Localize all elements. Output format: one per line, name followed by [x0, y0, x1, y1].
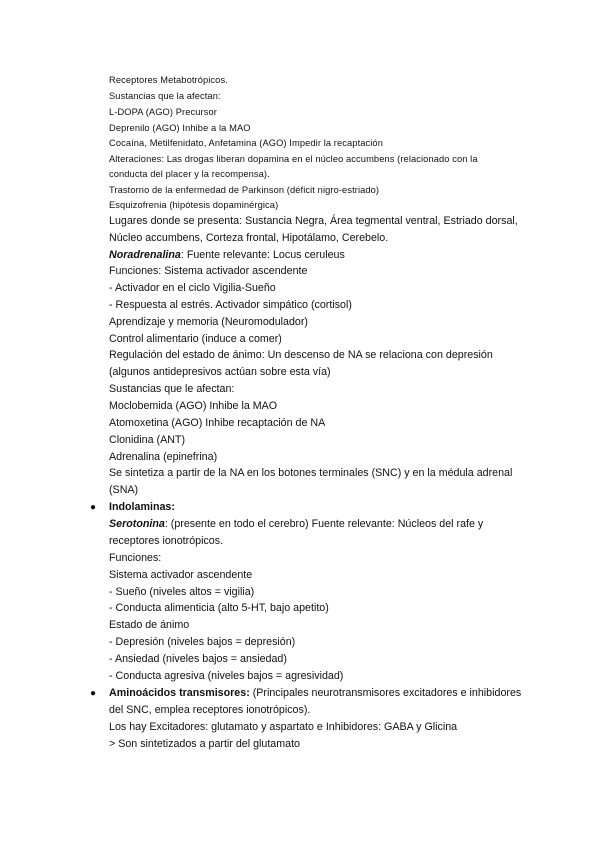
section-title: Aminoácidos transmisores:: [109, 687, 250, 699]
aminoacidos-heading: [109, 688, 521, 699]
text-line: receptores ionotrópicos.: [109, 535, 224, 547]
text-line: Sustancias que la afectan:: [109, 91, 221, 101]
text-span: : Fuente relevante: Locus ceruleus: [180, 249, 345, 261]
text-line: Deprenilo (AGO) Inhibe a la MAO: [109, 123, 251, 133]
text-line: Esquizofrenia (hipótesis dopaminérgica): [109, 200, 279, 210]
text-line: Adrenalina (epinefrina): [109, 451, 218, 463]
text-line: (SNA): [109, 484, 139, 496]
text-line: - Conducta agresiva (niveles bajos = agresividad): [109, 670, 344, 682]
indolaminas-heading: [109, 502, 175, 513]
text-line: - Sueño (niveles altos = vigilia): [109, 586, 255, 598]
bullet-icon: ●: [90, 688, 97, 699]
text-line: Alteraciones: Las drogas liberan dopamina en el núcleo accumbens (relacionado con la: [109, 154, 478, 164]
text-line: (algunos antidepresivos actúan sobre esta vía): [109, 366, 331, 378]
section-title: Indolaminas:: [109, 501, 175, 513]
text-line: Se sintetiza a partir de la NA en los botones terminales (SNC) y en la médula adrenal: [109, 467, 513, 479]
text-line: Trastorno de la enfermedad de Parkinson (déficit nigro-estriado): [109, 185, 380, 195]
serotonina-heading: [109, 519, 483, 530]
text-line: Aprendizaje y memoria (Neuromodulador): [109, 316, 308, 328]
term-serotonina: Serotonina: [109, 518, 165, 530]
text-line: - Respuesta al estrés. Activador simpático (cortisol): [109, 299, 352, 311]
bullet-icon: ●: [90, 502, 97, 513]
text-line: Núcleo accumbens, Corteza frontal, Hipotálamo, Cerebelo.: [109, 232, 389, 244]
text-line: Lugares donde se presenta: Sustancia Negra, Área tegmental ventral, Estriado dorsal,: [109, 215, 518, 227]
text-line: > Son sintetizados a partir del glutamato: [109, 738, 301, 750]
text-line: Los hay Excitadores: glutamato y aspartato e Inhibidores: GABA y Glicina: [109, 721, 458, 733]
text-line: Sustancias que le afectan:: [109, 383, 235, 395]
text-line: Funciones: Sistema activador ascendente: [109, 265, 308, 277]
text-line: Estado de ánimo: [109, 619, 190, 631]
text-line: Control alimentario (induce a comer): [109, 333, 282, 345]
text-line: conducta del placer y la recompensa).: [109, 169, 270, 179]
text-line: - Activador en el ciclo Vigilia-Sueño: [109, 282, 276, 294]
text-line: del SNC, emplea receptores ionotrópicos).: [109, 704, 311, 716]
text-line: Clonidina (ANT): [109, 434, 186, 446]
text-line: Funciones:: [109, 552, 162, 564]
text-line: - Conducta alimenticia (alto 5-HT, bajo apetito): [109, 602, 329, 614]
noradrenalina-heading: [109, 250, 345, 261]
text-line: L-DOPA (AGO) Precursor: [109, 107, 217, 117]
text-span: (Principales neurotransmisores excitadores e inhibidores: [249, 687, 522, 699]
text-line: Cocaína, Metilfenidato, Anfetamina (AGO) Impedir la recaptación: [109, 138, 383, 148]
text-line: Regulación del estado de ánimo: Un descenso de NA se relaciona con depresión: [109, 349, 493, 361]
text-line: - Depresión (niveles bajos = depresión): [109, 636, 296, 648]
text-line: Moclobemida (AGO) Inhibe la MAO: [109, 400, 278, 412]
text-line: Atomoxetina (AGO) Inhibe recaptación de NA: [109, 417, 326, 429]
text-line: Sistema activador ascendente: [109, 569, 253, 581]
text-line: Receptores Metabotrópicos.: [109, 75, 228, 85]
term-noradrenalina: Noradrenalina: [109, 249, 181, 261]
text-line: - Ansiedad (niveles bajos = ansiedad): [109, 653, 287, 665]
text-span: : (presente en todo el cerebro) Fuente relevante: Núcleos del rafe y: [164, 518, 484, 530]
